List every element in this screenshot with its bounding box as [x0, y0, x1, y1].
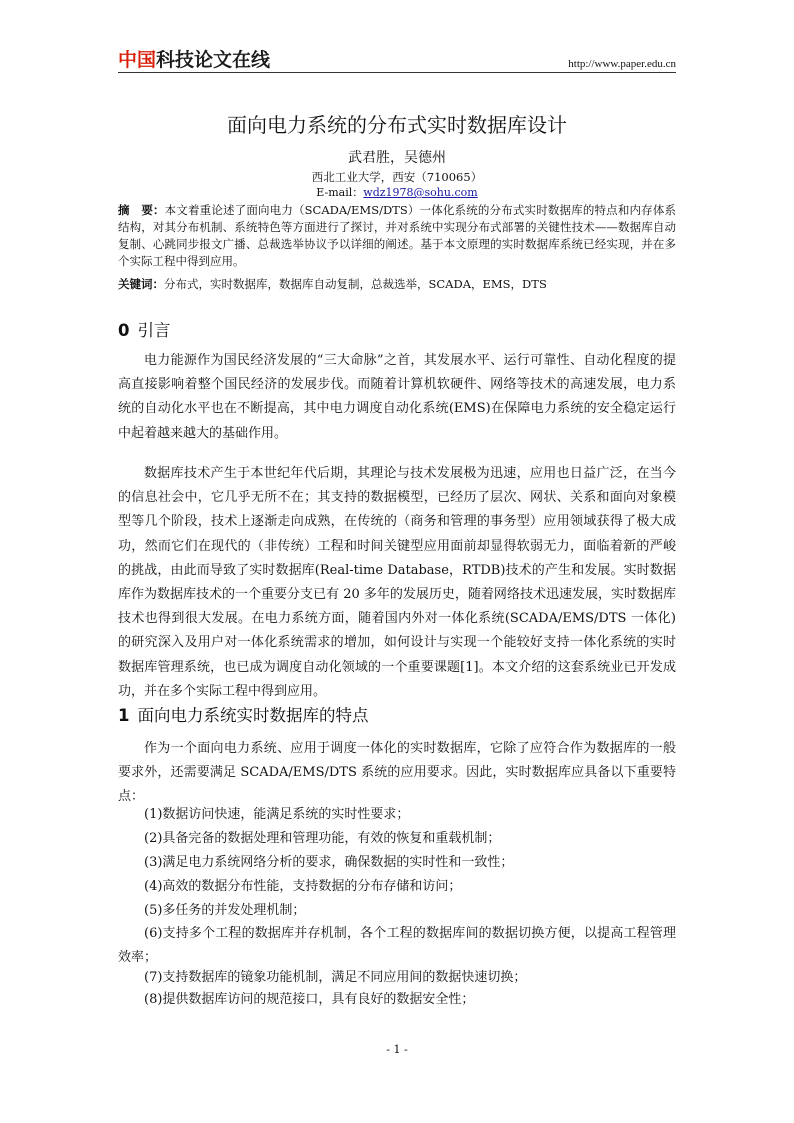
- keywords-text: 分布式，实时数据库，数据库自动复制，总裁选举，SCADA，EMS，DTS: [164, 277, 547, 291]
- header-divider: [118, 72, 676, 73]
- site-url[interactable]: http://www.paper.edu.cn: [568, 58, 676, 70]
- list-item: (2)具备完备的数据处理和管理功能，有效的恢复和重载机制；: [144, 831, 501, 846]
- paper-affiliation: 西北工业大学，西安（710065）: [311, 170, 483, 184]
- email-label: E-mail：: [316, 186, 364, 199]
- keywords-label: 关键词：: [118, 277, 164, 291]
- paper-authors: 武君胜，吴德州: [348, 150, 446, 166]
- list-item: (8)提供数据库访问的规范接口，具有良好的数据安全性；: [144, 992, 475, 1007]
- paragraph: 作为一个面向电力系统、应用于调度一体化的实时数据库，它除了应符合作为数据库的一般要求外，还需要满足 SCADA/EMS/DTS 系统的应用要求。因此，实时数据库应具备以下重要特点：: [118, 741, 676, 805]
- paragraph: 电力能源作为国民经济发展的“三大命脉”之首，其发展水平、运行可靠性、自动化程度的提高直接影响着整个国民经济的发展步伐。而随着计算机软硬件、网络等技术的高速发展，电力系统的自动化水平也在不断提高，其中电力调度自动化系统(EMS)在保障电力系统的安全稳定运行中起着越来越大的基础作用。: [118, 353, 676, 441]
- list-item: (5)多任务的并发处理机制；: [144, 903, 306, 918]
- section-heading-1: [118, 705, 368, 727]
- list-item: (3)满足电力系统网络分析的要求，确保数据的实时性和一致性；: [144, 855, 514, 870]
- author-email-line: [0, 186, 794, 200]
- abstract-label: 摘 要：: [118, 203, 165, 217]
- page-number: - 1 -: [386, 1043, 408, 1056]
- abstract-text: 本文着重论述了面向电力（SCADA/EMS/DTS）一体化系统的分布式实时数据库的特点和内存体系结构，对其分布机制、系统特色等方面进行了探讨，并对系统中实现分布式部署的关键性技术——数据库自动复制、心跳同步报文广播、总裁选举协议予以详细的阐述。基于本文原理的实时数据库系统已经实现，并在多个实际工程中得到应用。: [118, 203, 677, 268]
- list-item: (1)数据访问快速，能满足系统的实时性要求；: [144, 807, 410, 822]
- section-number: 0: [118, 321, 130, 340]
- section-title: 引言: [137, 321, 171, 340]
- email-link[interactable]: wdz1978@sohu.com: [363, 186, 478, 199]
- section-number: 1: [118, 706, 130, 725]
- list-item: (6)支持多个工程的数据库并存机制，各个工程的数据库间的数据切换方便，以提高工程管理效率；: [118, 926, 676, 966]
- paragraph: 数据库技术产生于本世纪年代后期，其理论与技术发展极为迅速，应用也日益广泛，在当今的信息社会中，它几乎无所不在；其支持的数据模型，已经历了层次、网状、关系和面向对象模型等几个阶段，技术上逐渐走向成熟，在传统的（商务和管理的事务型）应用领域获得了极大成功，然而它们在现代的（非传统）工程和时间关键型应用面前却显得软弱无力，面临着新的严峻的挑战，由此而导致了实时数据库(Real-time Database，RTDB)技术的产生和发展。实时数据库作为数据库技术的一个重要分支已有 20 多年的发展历史，随着网络技术迅速发展，实时数据库技术也得到很大发展。在电力系统方面，随着国内外对一体化系统(SCADA/EMS/DTS 一体化)的研究深入及用户对一体化系统需求的增加，如何设计与实现一个能较好支持一体化系统的实时数据库管理系统，也已成为调度自动化领域的一个重要课题[1]。本文介绍的这套系统业已开发成功，并在多个实际工程中得到应用。: [118, 466, 676, 699]
- keywords: [118, 276, 676, 293]
- logo-dark-text: 科技论文在线: [156, 49, 271, 71]
- journal-logo: [118, 49, 270, 71]
- section-title: 面向电力系统实时数据库的特点: [137, 706, 369, 725]
- paper-title: 面向电力系统的分布式实时数据库设计: [227, 113, 567, 137]
- page-header: [118, 46, 676, 72]
- section-heading-0: [118, 320, 170, 342]
- abstract: [118, 202, 676, 270]
- list-item: (7)支持数据库的镜象功能机制，满足不同应用间的数据快速切换；: [144, 970, 527, 985]
- list-item: (4)高效的数据分布性能，支持数据的分布存储和访问；: [144, 879, 462, 894]
- logo-red-text: 中国: [118, 49, 157, 71]
